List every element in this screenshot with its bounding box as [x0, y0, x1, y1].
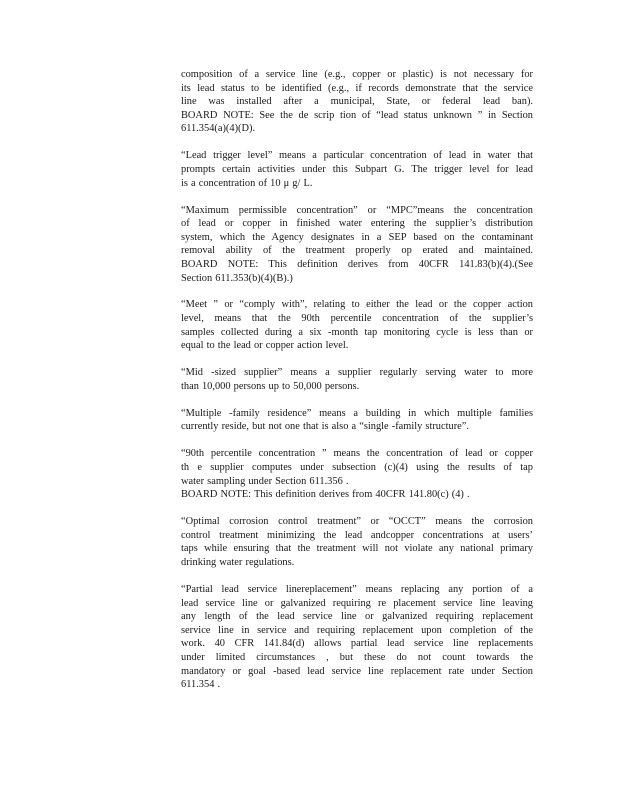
- text-line: samples collected during a six -month tap monitoring cycle is less than or: [181, 326, 533, 338]
- text-line: “Maximum permissible concentration” or “MPC”means the concentration: [181, 204, 533, 216]
- text-line: of lead or copper in finished water entering the supplier’s distribution: [181, 218, 533, 230]
- text-line: “90th percentile concentration ” means the concentration of lead or copper: [181, 448, 533, 460]
- text-line: Section 611.353(b)(4)(B).): [181, 272, 293, 284]
- text-line: level, means that the 90th percentile concentration of the supplier’s: [181, 313, 533, 325]
- definition-paragraph: [181, 447, 533, 501]
- text-line: lead service line or galvanized requiring re placement service line leaving: [181, 597, 533, 609]
- text-line: 611.354(a)(4)(D).: [181, 123, 256, 135]
- text-line: 611.354 .: [181, 679, 221, 691]
- text-line: th e supplier computes under subsection (c)(4) using the results of tap: [181, 462, 533, 473]
- text-line: drinking water regulations.: [181, 556, 295, 568]
- text-line: equal to the lead or copper action level.: [181, 340, 349, 352]
- text-line: BOARD NOTE: This definition derives from 40CFR 141.80(c) (4) .: [181, 489, 470, 501]
- text-line: “Optimal corrosion control treatment” or “OCCT” means the corrosion: [181, 516, 533, 528]
- text-line: any length of the lead service line or galvanized requiring replacement: [181, 611, 533, 623]
- definition-paragraph: [181, 366, 533, 393]
- text-line: service line in service and requiring replacement upon completion of the: [181, 624, 533, 636]
- text-line: currently reside, but not one that is also a “single -family structure”.: [181, 421, 469, 433]
- text-line: its lead status to be identified (e.g., if records demonstrate that the service: [181, 82, 533, 94]
- text-line: “Lead trigger level” means a particular concentration of lead in water that: [181, 150, 533, 162]
- text-line: composition of a service line (e.g., copper or plastic) is not necessary for: [181, 69, 533, 80]
- text-line: BOARD NOTE: See the de scrip tion of “lead status unknown ” in Section: [181, 109, 533, 121]
- definition-paragraph: [181, 407, 533, 434]
- definition-paragraph: [181, 68, 533, 136]
- text-line: prompts certain activities under this Subpart G. The trigger level for lead: [181, 163, 533, 175]
- text-line: BOARD NOTE: This definition derives from 40CFR 141.83(b)(4).(See: [181, 258, 533, 270]
- text-line: mandatory or goal -based lead service line replacement rate under Section: [181, 665, 533, 677]
- text-line: control treatment minimizing the lead andcopper concentrations at users’: [181, 529, 533, 541]
- text-line: “Mid -sized supplier” means a supplier regularly serving water to more: [181, 367, 533, 379]
- definition-paragraph: [181, 204, 533, 286]
- text-line: taps while ensuring that the treatment will not violate any national primary: [181, 543, 533, 555]
- definition-paragraph: [181, 298, 533, 352]
- definition-paragraph: [181, 515, 533, 569]
- text-line: “Partial lead service linereplacement” means replacing any portion of a: [181, 583, 533, 595]
- definition-paragraph: [181, 149, 533, 190]
- text-line: under limited circumstances , but these do not count towards the: [181, 651, 533, 663]
- text-line: “Multiple -family residence” means a building in which multiple families: [181, 407, 533, 419]
- text-line: is a concentration of 10 μ g/ L.: [181, 177, 313, 189]
- text-line: system, which the Agency designates in a SEP based on the contaminant: [181, 231, 533, 243]
- text-line: than 10,000 persons up to 50,000 persons.: [181, 380, 360, 392]
- text-line: line was installed after a municipal, State, or federal lead ban).: [181, 96, 533, 108]
- definition-paragraph: [181, 583, 533, 692]
- text-line: work. 40 CFR 141.84(d) allows partial lead service line replacements: [181, 638, 533, 650]
- text-line: removal ability of the treatment properly op erated and maintained.: [181, 245, 533, 257]
- text-line: water sampling under Section 611.356 .: [181, 475, 349, 487]
- text-line: “Meet ” or “comply with”, relating to either the lead or the copper action: [181, 299, 533, 311]
- document-body: [181, 68, 533, 705]
